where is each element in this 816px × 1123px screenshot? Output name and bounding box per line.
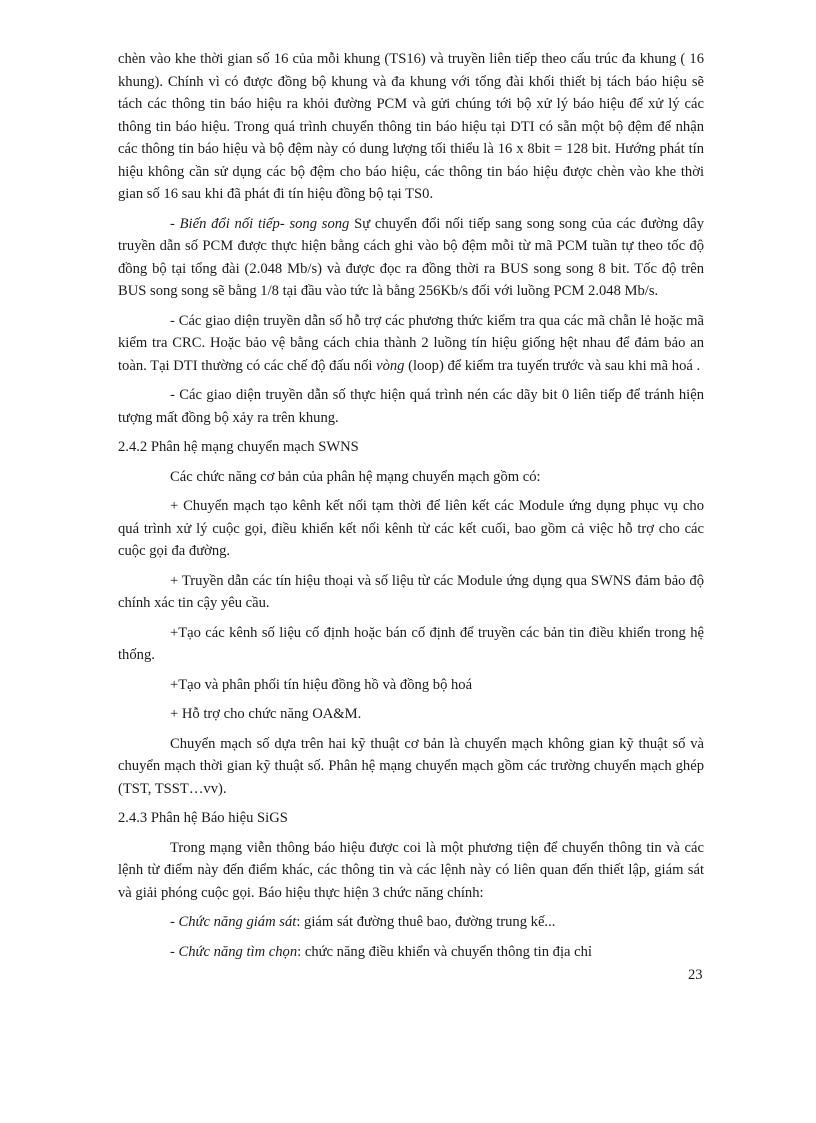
list-item-clock: +Tạo và phân phối tín hiệu đồng hồ và đồng bộ hoá [170,676,473,693]
paragraph-text: : chức năng điều khiển và chuyển thông tin địa chỉ [297,943,592,960]
paragraph-text: : giám sát đường thuê bao, đường trung kế... [296,914,556,930]
term-supervision: - Chức năng giám sát [170,914,297,930]
paragraph-error-check [118,310,704,378]
list-item-transmission: + Truyền dẫn các tín hiệu thoại và số liệu từ các Module ứng dụng qua SWNS đảm bảo độ chính xác tin cậy yêu cầu. [118,572,704,611]
term-selection: - Chức năng tìm chọn [170,943,298,960]
list-item-oam: + Hỗ trợ cho chức năng OA&M. [170,706,362,722]
term-loop: vòng [376,357,405,374]
paragraph-text: (loop) để kiểm tra tuyến trước và sau khi mã hoá . [404,357,701,374]
list-item-data-channels: +Tạo các kênh số liệu cố định hoặc bán cố định để truyền các bản tin điều khiển trong hệ thống. [118,624,704,663]
section-heading-swns: 2.4.2 Phân hệ mạng chuyển mạch SWNS [118,439,359,455]
section-heading-sigs: 2.4.3 Phân hệ Báo hiệu SiGS [118,810,288,826]
paragraph-signaling-ts16: chèn vào khe thời gian số 16 của mỗi khung (TS16) và truyền liên tiếp theo cấu trúc đa khung ( 16 khung). Chính vì có được đồng bộ khung và đa khung với tổng đài khối thiết bị tách báo hiệu sẽ tách các thông tin báo hiệu ra khỏi đường PCM và gửi chúng tới bộ xử lý báo hiệu để xử lý các thông tin báo hiệu. Trong quá trình chuyển thông tin báo hiệu tại DTI có sẵn một bộ đệm để nhận các thông tin báo hiệu và bộ đệm này có dung lượng tối thiểu là 16 x 8bit = 128 bit. Hướng phát tín hiệu không cần sử dụng các bộ đệm cho báo hiệu, các thông tin báo hiệu được chèn vào khe thời gian số 16 sau khi đã phát đi tín hiệu đồng bộ tại TS0. [118,51,704,202]
paragraph-text: - Các giao diện truyền dẫn số hỗ trợ các phương thức kiểm tra qua các mã chẵn lẻ hoặc mã kiểm tra CRC. Hoặc bảo vệ bằng cách chia thành 2 luồng tín hiệu giống hệt nhau để đảm bảo an toàn. Tại DTI thường có các chế độ đấu nối [118,312,704,374]
list-item-selection [118,941,704,964]
document-page [118,48,704,970]
paragraph-serial-parallel [118,213,704,303]
paragraph-text: Sự chuyển đổi nối tiếp sang song song của các đường dây truyền dẫn số PCM được thực hiện bằng cách ghi vào bộ đệm mỗi từ mã PCM tuần tự theo tốc độ đồng bộ tại tổng đài (2.048 Mb/s) và được đọc ra đồng thời ra BUS song song 8 bit. Tốc độ trên BUS song song sẽ bằng 1/8 tại đầu vào tức là bằng 256Kb/s đối với luồng PCM 2.048 Mb/s. [118,215,704,299]
term-serial-parallel: Biến đổi nối tiếp- song song [179,215,350,232]
list-item-supervision [118,911,704,934]
dash: - [170,215,180,232]
paragraph-signaling-intro: Trong mạng viễn thông báo hiệu được coi là một phương tiện để chuyển thông tin và các lệnh từ điểm này đến điểm khác, các thông tin và các lệnh này có liên quan đến thiết lập, giám sát và giải phóng cuộc gọi. Báo hiệu thực hiện 3 chức năng chính: [118,839,704,901]
paragraph-digital-switching: Chuyển mạch số dựa trên hai kỹ thuật cơ bản là chuyển mạch không gian kỹ thuật số và chuyển mạch thời gian kỹ thuật số. Phân hệ mạng chuyển mạch gồm các trường chuyển mạch ghép (TST, TSST…vv). [118,735,704,797]
list-item-switching: + Chuyển mạch tạo kênh kết nối tạm thời để liên kết các Module ứng dụng phục vụ cho quá trình xử lý cuộc gọi, điều khiển kết nối kênh từ các kết cuối, bao gồm cả việc hỗ trợ cho các cuộc gọi đa đường. [118,498,704,559]
paragraph-bit-compression: - Các giao diện truyền dẫn số thực hiện quá trình nén các dãy bit 0 liên tiếp để tránh hiện tượng mất đồng bộ xảy ra trên khung. [118,387,704,426]
paragraph-swns-intro: Các chức năng cơ bản của phân hệ mạng chuyển mạch gồm có: [170,468,541,485]
page-number: 23 [688,967,703,983]
